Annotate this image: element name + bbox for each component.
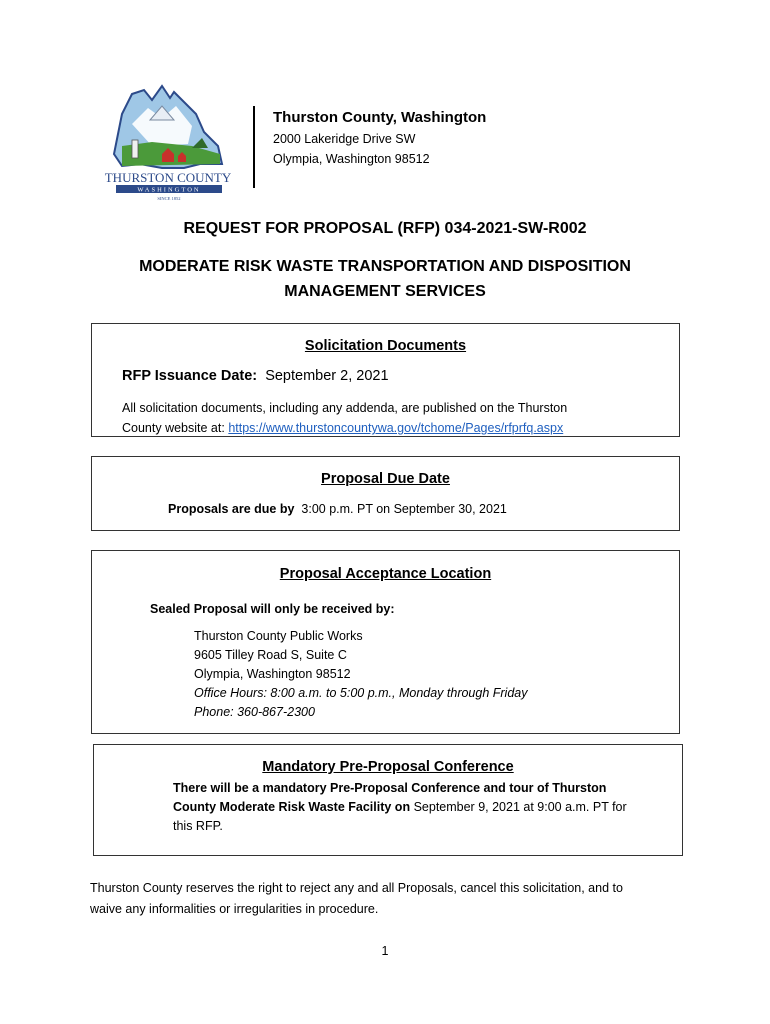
due-date-heading: Proposal Due Date [321, 471, 450, 487]
rfp-title: REQUEST FOR PROPOSAL (RFP) 034-2021-SW-R002 [183, 220, 587, 237]
solicitation-link-prefix: County website at: [122, 421, 225, 435]
office-hours: Office Hours: 8:00 a.m. to 5:00 p.m., Monday through Friday [194, 686, 528, 700]
acceptance-intro: Sealed Proposal will only be received by: [150, 602, 395, 616]
logo-text-state: WASHINGTON [137, 186, 201, 194]
logo-text-since: SINCE 1852 [157, 196, 181, 201]
solicitation-documents-box [91, 323, 680, 437]
rfp-subtitle [0, 254, 770, 304]
issuance-value: September 2, 2021 [265, 368, 389, 384]
solicitation-text-line-1: All solicitation documents, including any addenda, are published on the Thurston [122, 401, 568, 415]
logo-text-county: THURSTON COUNTY [104, 170, 232, 185]
office-phone: Phone: 360-867-2300 [194, 705, 315, 719]
reservation-note-line-2: waive any informalities or irregularities in procedure. [90, 902, 379, 916]
acceptance-line-3: Olympia, Washington 98512 [194, 667, 351, 681]
page-number: 1 [381, 944, 389, 958]
acceptance-line-2: 9605 Tilley Road S, Suite C [194, 648, 347, 662]
due-date-label: Proposals are due by [168, 502, 295, 516]
thurston-county-logo [92, 84, 244, 202]
conference-line-1: There will be a mandatory Pre-Proposal Conference and tour of Thurston [173, 781, 607, 795]
conference-line-2-rest: September 9, 2021 at 9:00 a.m. PT for [413, 800, 627, 814]
issuance-label: RFP Issuance Date: [122, 368, 258, 384]
issuance-date [122, 368, 389, 384]
header-divider [253, 106, 255, 188]
conference-line-2-bold: County Moderate Risk Waste Facility on [173, 800, 411, 814]
rfp-subtitle-line-1: MODERATE RISK WASTE TRANSPORTATION AND DISPOSITION [139, 258, 631, 275]
address-line-1: 2000 Lakeridge Drive SW [273, 132, 416, 146]
proposal-acceptance-box [91, 550, 680, 734]
due-date-value: 3:00 p.m. PT on September 30, 2021 [301, 502, 507, 516]
pre-proposal-conference-box [93, 744, 683, 856]
conference-line-3: this RFP. [173, 819, 223, 833]
conference-line-2 [173, 800, 627, 814]
reservation-note [90, 878, 690, 920]
due-date-text [168, 502, 507, 516]
solicitation-heading: Solicitation Documents [304, 338, 467, 354]
address-line-2: Olympia, Washington 98512 [273, 152, 430, 166]
solicitation-text-line-2 [122, 421, 563, 435]
solicitation-link[interactable]: https://www.thurstoncountywa.gov/tchome/Pages/rfprfq.aspx [228, 421, 564, 435]
org-name: Thurston County, Washington [273, 109, 487, 126]
proposal-due-date-box [91, 456, 680, 531]
acceptance-line-1: Thurston County Public Works [194, 629, 363, 643]
rfp-subtitle-line-2: MANAGEMENT SERVICES [284, 283, 486, 300]
reservation-note-line-1: Thurston County reserves the right to reject any and all Proposals, cancel this solicitation, and to [90, 881, 623, 895]
conference-heading: Mandatory Pre-Proposal Conference [262, 759, 514, 775]
acceptance-heading: Proposal Acceptance Location [279, 566, 492, 582]
